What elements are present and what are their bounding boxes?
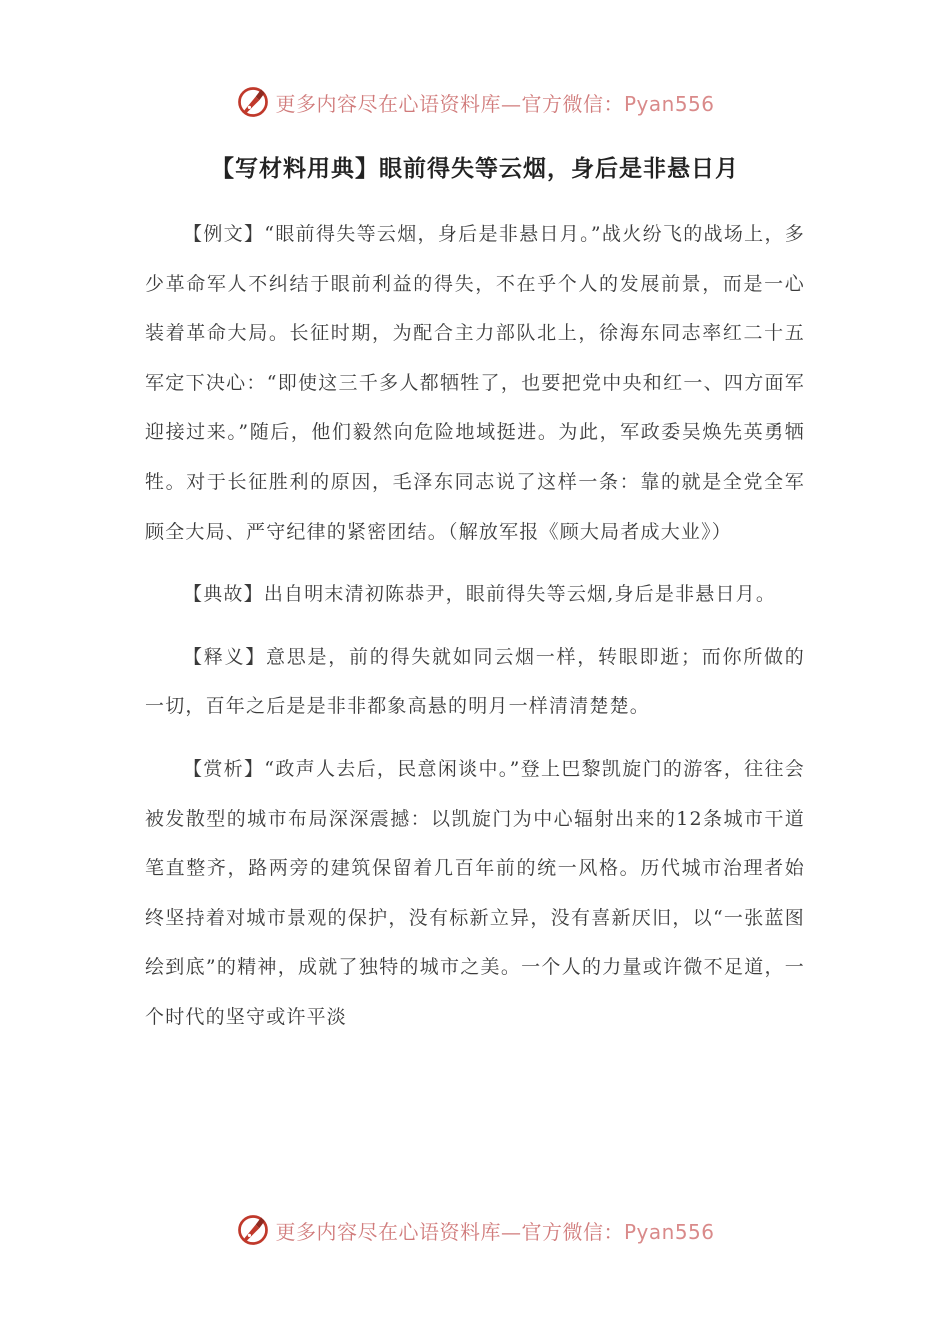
page-title: 【写材料用典】眼前得失等云烟，身后是非悬日月 xyxy=(211,156,739,182)
paragraph-example xyxy=(145,210,805,557)
section-text: 意思是，前的得失就如同云烟一样，转眼即逝；而你所做的一切，百年之后是是非非都象高悬的明月一样清清楚楚。 xyxy=(145,645,805,718)
section-label: 【典故】 xyxy=(183,583,264,606)
header-banner xyxy=(0,82,950,122)
section-label: 【赏析】 xyxy=(183,757,265,780)
article-body xyxy=(145,210,805,1056)
footer-banner-text: 更多内容尽在心语资料库—官方微信： xyxy=(275,1219,624,1244)
footer-wechat-id: Pyan556 xyxy=(623,1219,715,1244)
section-text: “眼前得失等云烟，身后是非悬日月。”战火纷飞的战场上，多少革命军人不纠结于眼前利益的得失，不在乎个人的发展前景，而是一心装着革命大局。长征时期，为配合主力部队北上，徐海东同志率红二十五军定下决心：“即使这三千多人都牺牲了，也要把党中央和红一、四方面军迎接过来。”随后，他们毅然向危险地域挺进。为此，军政委吴焕先英勇牺牲。对于长征胜利的原因，毛泽东同志说了这样一条：靠的就是全党全军顾全大局、严守纪律的紧密团结。（解放军报《顾大局者成大业》） xyxy=(145,223,805,543)
header-wechat-id: Pyan556 xyxy=(623,91,715,116)
paragraph-appreciation xyxy=(145,745,805,1043)
footer-banner xyxy=(0,1210,950,1250)
paragraph-meaning xyxy=(145,633,805,732)
pen-nib-logo-icon xyxy=(235,1212,271,1248)
pen-nib-logo-icon xyxy=(235,84,271,120)
header-banner-text: 更多内容尽在心语资料库—官方微信： xyxy=(275,91,624,116)
paragraph-allusion xyxy=(145,570,805,620)
section-text: 出自明末清初陈恭尹，眼前得失等云烟,身后是非悬日月。 xyxy=(263,583,777,606)
section-label: 【释义】 xyxy=(183,645,267,668)
section-text: “政声人去后，民意闲谈中。”登上巴黎凯旋门的游客，往往会被发散型的城市布局深深震撼：以凯旋门为中心辐射出来的12条城市干道笔直整齐，路两旁的建筑保留着几百年前的统一风格。历代城市治理者始终坚持着对城市景观的保护，没有标新立异，没有喜新厌旧，以“一张蓝图绘到底”的精神，成就了独特的城市之美。一个人的力量或许微不足道，一个时代的坚守或许平淡 xyxy=(145,757,805,1028)
section-label: 【例文】 xyxy=(183,223,265,245)
